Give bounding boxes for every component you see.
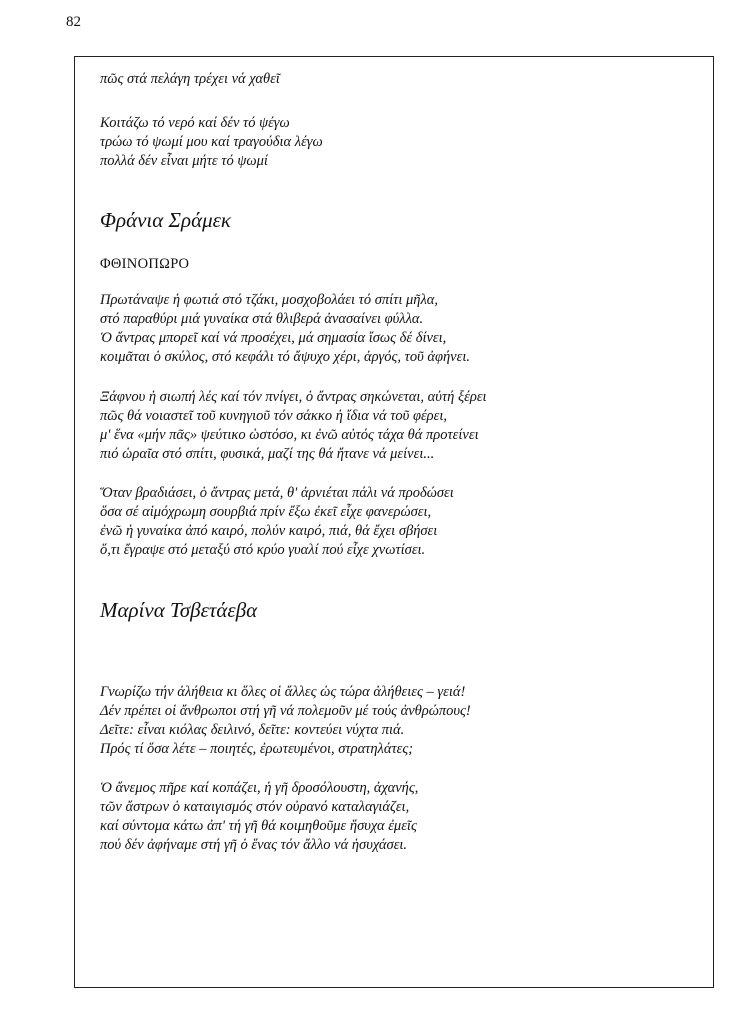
poem-line: Κοιτάζω τό νερό καί δέν τό ψέγω: [100, 115, 290, 131]
poem-line: τρώω τό ψωμί μου καί τραγούδια λέγω: [100, 134, 323, 150]
poem-line: πολλά δέν εἶναι μήτε τό ψωμί: [100, 153, 268, 169]
poem-line: ἐνῶ ἡ γυναίκα ἀπό καιρό, πολύν καιρό, πιά, θά ἔχει σβήσει: [100, 523, 438, 539]
poem-line: Ὅταν βραδιάσει, ὁ ἄντρας μετά, θ' ἀρνιέται πάλι νά προδώσει: [100, 485, 454, 501]
poem-title: ΦΘΙΝΟΠΩΡΟ: [100, 256, 190, 272]
poem-line: Ὁ ἄντρας μπορεῖ καί νά προσέχει, μά σημασία ἴσως δέ δίνει,: [100, 330, 447, 346]
author-heading: Φράνια Σράμεκ: [100, 208, 231, 232]
poem-line: Πρωτάναψε ἡ φωτιά στό τζάκι, μοσχοβολάει τό σπίτι μῆλα,: [100, 292, 438, 308]
poem-line: ὅ,τι ἔγραψε στό μεταξύ στό κρύο γυαλί πού εἶχε χνωτίσει.: [100, 542, 426, 558]
page-number: 82: [66, 14, 81, 30]
poem-line: ὅσα σέ αἱμόχρωμη σουρβιά πρίν ἔξω ἐκεῖ εἶχε φανερώσει,: [100, 504, 432, 520]
poem-line: Δεῖτε: εἶναι κιόλας δειλινό, δεῖτε: κοντεύει νύχτα πιά.: [100, 722, 405, 738]
poem-line: στό παραθύρι μιά γυναίκα στά θλιβερά ἀνασαίνει φύλλα.: [100, 311, 424, 327]
poem-line: πῶς στά πελάγη τρέχει νά χαθεῖ: [100, 71, 280, 87]
poem-line: πού δέν ἀφήναμε στή γῆ ὁ ἕνας τόν ἄλλο νά ἡσυχάσει.: [100, 837, 408, 853]
poem-line: τῶν ἄστρων ὁ καταιγισμός στόν οὐρανό καταλαγιάζει,: [100, 799, 410, 815]
poem-line: μ' ἕνα «μήν πᾶς» ψεύτικο ὡστόσο, κι ἐνῶ αὐτός τάχα θά προτείνει: [100, 427, 479, 443]
poem-line: καί σύντομα κάτω ἀπ' τή γῆ θά κοιμηθοῦμε ἥσυχα ἐμεῖς: [100, 818, 417, 834]
poem-line: Γνωρίζω τήν ἀλήθεια κι ὅλες οἱ ἄλλες ὡς τώρα ἀλήθειες – γειά!: [100, 684, 466, 700]
poem-line: κοιμᾶται ὁ σκύλος, στό κεφάλι τό ἄψυχο χέρι, ἀργός, τοῦ ἀφήνει.: [100, 349, 470, 365]
poem-line: πῶς θά νοιαστεῖ τοῦ κυνηγιοῦ τόν σάκκο ἡ ἴδια νά τοῦ φέρει,: [100, 408, 448, 424]
poem-line: Πρός τί ὅσα λέτε – ποιητές, ἐρωτευμένοι, στρατηλάτες;: [100, 741, 414, 757]
poem-line: Ὁ ἄνεμος πῆρε καί κοπάζει, ἡ γῆ δροσόλουστη, ἀχανής,: [100, 780, 419, 796]
poem-line: Δέν πρέπει οἱ ἄνθρωποι στή γῆ νά πολεμοῦν μέ τούς ἀνθρώπους!: [100, 703, 471, 719]
poem-line: Ξάφνου ἡ σιωπή λές καί τόν πνίγει, ὁ ἄντρας σηκώνεται, αὐτή ξέρει: [100, 389, 487, 405]
poem-line: πιό ὡραῖα στό σπίτι, φυσικά, μαζί της θά ἤτανε νά μείνει...: [100, 446, 435, 462]
author-heading: Μαρίνα Τσβετάεβα: [100, 598, 258, 622]
